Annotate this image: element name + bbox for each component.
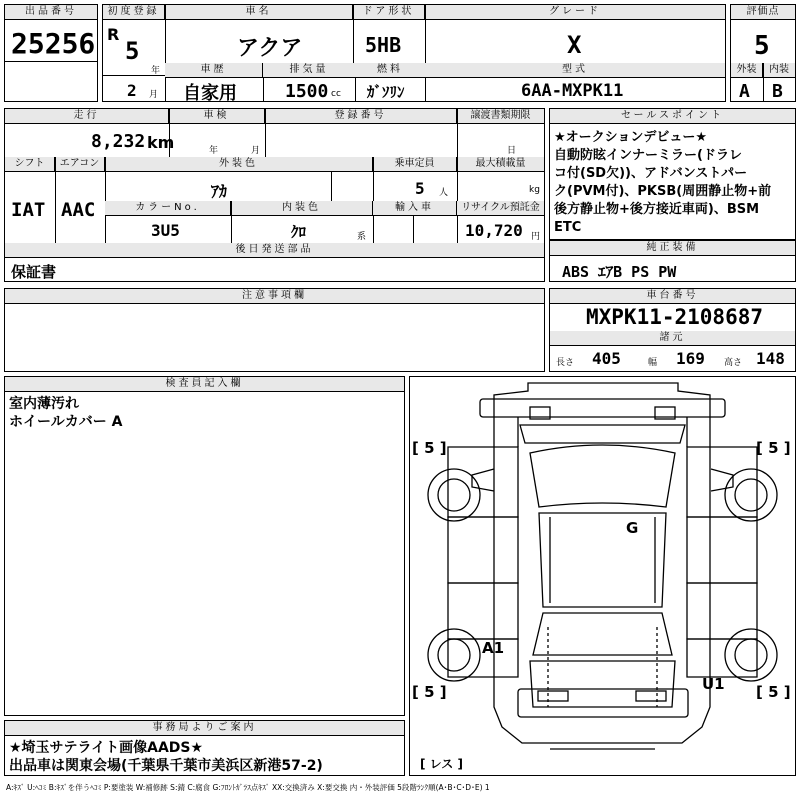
lot-number-label: 出品番号 — [5, 5, 97, 20]
tire-front-left: [ 5 ] — [412, 439, 447, 457]
notes-label: 注意事項欄 — [5, 289, 544, 304]
inspector-text — [9, 395, 122, 431]
spare-tire: [ レス ] — [420, 757, 463, 771]
load-label: 最大積載量 — [457, 157, 544, 172]
history-label: 車歴 — [165, 63, 263, 78]
width: 169 — [676, 349, 705, 368]
height-label: 高さ — [724, 358, 743, 368]
sales-point-line: コ付(SD欠))、アドバンストパー — [554, 166, 748, 181]
capacity-label: 乗車定員 — [373, 157, 457, 172]
load-unit: kg — [529, 185, 540, 195]
color-no-label: カラーNo. — [105, 201, 231, 216]
recycle: 10,720 — [465, 221, 523, 240]
inspector-label: 検査員記入欄 — [5, 377, 404, 392]
specs-box — [4, 108, 545, 282]
ac: AAC — [61, 199, 96, 221]
chassis-number: MXPK11-2108687 — [586, 305, 764, 329]
inspection-month-unit: 月 — [251, 146, 261, 156]
import-label: 輸入車 — [373, 201, 457, 216]
lot-number: 25256 — [11, 27, 96, 60]
int-color-unit: 系 — [357, 232, 367, 242]
equipment-label: 純正装備 — [550, 241, 795, 256]
sales-point-label: セールスポイント — [550, 109, 795, 124]
sales-point-line: ★オークションデビュー★ — [554, 130, 708, 145]
inspection-year-unit: 年 — [209, 146, 219, 156]
era: R — [107, 25, 120, 44]
color-no: 3U5 — [151, 221, 180, 240]
office-box — [4, 720, 405, 776]
recycle-unit: 円 — [531, 232, 541, 242]
later-parts: 保証書 — [11, 263, 57, 281]
damage-mark-u1: U1 — [702, 675, 725, 693]
office-label: 事務局よりご案内 — [5, 721, 404, 736]
score-box — [730, 4, 796, 102]
reg-no-label: 登録番号 — [265, 109, 457, 124]
equipment: ABS ｴｱB PS PW — [562, 263, 677, 281]
displacement-label: 排気量 — [263, 63, 355, 78]
car-name: アクア — [237, 36, 303, 61]
tire-rear-right: [ 5 ] — [756, 683, 791, 701]
damage-diagram — [409, 376, 796, 776]
car-outline-diagram — [410, 377, 795, 775]
vehicle-header-box — [102, 4, 726, 102]
office-line: 出品車は関東会場(千葉県千葉市美浜区新港57-2) — [9, 758, 323, 774]
car-name-label: 車名 — [165, 5, 353, 20]
history: 自家用 — [183, 83, 237, 104]
mileage: 8,232 — [91, 131, 146, 152]
office-text — [9, 739, 323, 775]
inspector-line: 室内薄汚れ — [9, 396, 79, 412]
int-color: ｸﾛ — [291, 223, 307, 241]
grade-label: グレード — [425, 5, 725, 20]
displacement-unit: cc — [331, 89, 341, 99]
interior-label: 内装 — [763, 63, 795, 78]
notes-box — [4, 288, 545, 372]
exterior-grade: A — [739, 81, 750, 102]
mileage-label: 走行 — [5, 109, 169, 124]
inspection-label: 車検 — [169, 109, 265, 124]
capacity: 5 — [415, 179, 425, 198]
door: 5HB — [365, 33, 402, 57]
damage-mark-g: G — [626, 519, 639, 537]
capacity-unit: 人 — [439, 188, 449, 198]
ext-color: ｱｶ — [211, 182, 228, 201]
inspector-line: ホイールカバー A — [9, 414, 123, 430]
damage-mark-a1: A1 — [482, 639, 505, 657]
length: 405 — [592, 349, 621, 368]
sales-point-line: ク(PVM付)、PKSB(周囲静止物+前 — [554, 184, 772, 199]
door-label: ドア形状 — [353, 5, 425, 20]
first-reg-label: 初度登録 — [103, 5, 165, 20]
width-label: 幅 — [648, 358, 658, 368]
year-unit: 年 — [151, 66, 161, 76]
ac-label: エアコン — [55, 157, 105, 172]
tire-front-right: [ 5 ] — [756, 439, 791, 457]
later-parts-label: 後日発送部品 — [5, 243, 544, 258]
transfer-day-unit: 日 — [507, 146, 517, 156]
sales-point-line: 後方静止物+後方接近車両)、BSM — [554, 202, 760, 217]
fuel-label: 燃料 — [355, 63, 425, 78]
displacement: 1500 — [285, 81, 329, 102]
model-label: 型式 — [425, 63, 725, 78]
inspector-box — [4, 376, 405, 716]
dimensions-label: 諸元 — [550, 331, 795, 346]
model: 6AA-MXPK11 — [521, 81, 624, 101]
sales-point-line: 自動防眩インナーミラー(ドラレ — [554, 148, 742, 163]
score-label: 評価点 — [731, 5, 795, 20]
reg-year: 5 — [125, 37, 140, 65]
int-color-label: 内装色 — [231, 201, 373, 216]
shift: IAT — [11, 199, 46, 221]
transfer-label: 譲渡書類期限 — [457, 109, 544, 124]
sales-point-line: ETC — [554, 220, 582, 235]
office-line: ★埼玉サテライト画像AADS★ — [9, 740, 204, 756]
height: 148 — [756, 349, 785, 368]
mileage-unit: km — [147, 133, 175, 152]
length-label: 長さ — [556, 358, 575, 368]
chassis-label: 車台番号 — [550, 289, 795, 304]
fuel: ｶﾞｿﾘﾝ — [367, 83, 405, 101]
tire-rear-left: [ 5 ] — [412, 683, 447, 701]
chassis-box — [549, 288, 796, 372]
recycle-label: リサイクル預託金 — [457, 201, 544, 216]
month-unit: 月 — [149, 90, 159, 100]
interior-grade: B — [772, 81, 783, 102]
shift-label: シフト — [5, 157, 55, 172]
sales-point-box — [549, 108, 796, 240]
legend: A:ｷｽﾞ U:ﾍｺﾐ B:ｷｽﾞを伴うﾍｺﾐ P:要塗装 W:補修跡 S:錆 C:腐食 G:ﾌﾛﾝﾄｶﾞﾗｽ点ｷｽﾞ XX:交換済み X:要交換 内・外装評価 5段階ﾗﾝｸ順(A･B･C･D･E) 1 — [6, 783, 490, 792]
ext-color-label: 外装色 — [105, 157, 373, 172]
score: 5 — [754, 31, 770, 61]
lot-number-box — [4, 4, 98, 102]
equipment-box — [549, 240, 796, 282]
grade: X — [567, 31, 582, 59]
reg-month: 2 — [127, 81, 137, 100]
sales-point-text — [554, 129, 771, 237]
exterior-label: 外装 — [731, 63, 763, 78]
